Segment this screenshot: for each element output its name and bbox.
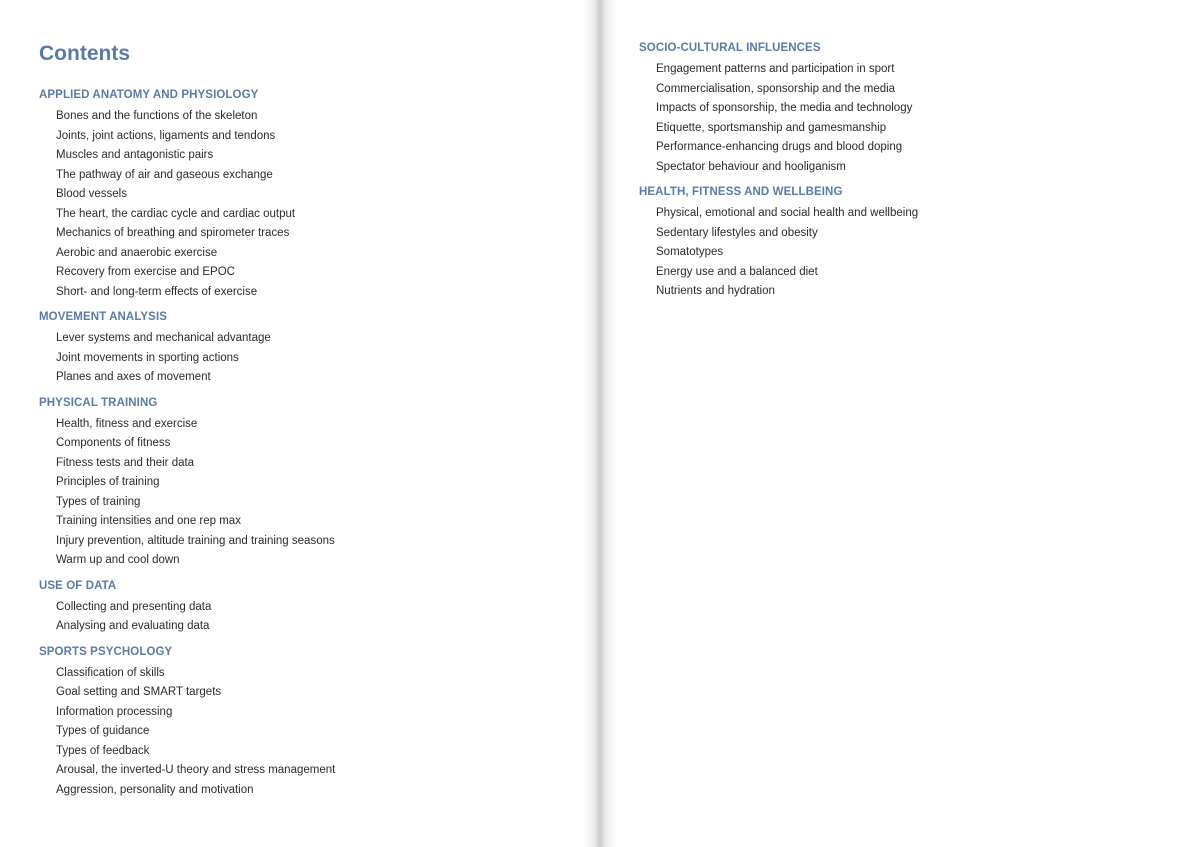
topic-entry: Physical, emotional and social health and wellbeing bbox=[656, 207, 919, 219]
contents-title: Contents bbox=[39, 42, 130, 65]
topic-entry: Information processing bbox=[56, 705, 173, 718]
topic-entry: Training intensities and one rep max bbox=[56, 515, 241, 527]
topic-entry: Types of training bbox=[56, 495, 141, 508]
topic-entry: Nutrients and hydration bbox=[656, 285, 775, 297]
topic-entry: Goal setting and SMART targets bbox=[56, 686, 222, 698]
topic-entry: Principles of training bbox=[56, 476, 160, 488]
section-heading: APPLIED ANATOMY AND PHYSIOLOGY bbox=[39, 89, 259, 101]
section-heading: HEALTH, FITNESS AND WELLBEING bbox=[639, 186, 843, 198]
section-movement-analysis bbox=[39, 310, 579, 388]
section-applied-anatomy-and-physiology bbox=[39, 88, 579, 302]
section-heading: SPORTS PSYCHOLOGY bbox=[39, 645, 173, 658]
topic-entry: Aerobic and anaerobic exercise bbox=[56, 246, 218, 259]
topic-entry: Sedentary lifestyles and obesity bbox=[656, 226, 818, 239]
right-contents-column bbox=[639, 41, 1179, 310]
topic-entry: Joints, joint actions, ligaments and tendons bbox=[56, 129, 276, 142]
section-heading: USE OF DATA bbox=[39, 579, 117, 592]
topic-entry: Injury prevention, altitude training and training seasons bbox=[56, 534, 335, 547]
section-use-of-data bbox=[39, 579, 579, 637]
section-heading: PHYSICAL TRAINING bbox=[39, 396, 158, 409]
section-physical-training bbox=[39, 396, 579, 571]
topic-entry: Health, fitness and exercise bbox=[56, 417, 198, 430]
topic-entry: The pathway of air and gaseous exchange bbox=[56, 168, 273, 181]
topic-entry: Bones and the functions of the skeleton bbox=[56, 110, 258, 122]
topic-entry: Collecting and presenting data bbox=[56, 600, 212, 613]
topic-entry: Analysing and evaluating data bbox=[56, 620, 210, 632]
topic-entry: Somatotypes bbox=[656, 246, 724, 258]
topic-entry: Etiquette, sportsmanship and gamesmanship bbox=[656, 121, 887, 134]
topic-entry: Aggression, personality and motivation bbox=[56, 783, 254, 796]
topic-entry: Short- and long-term effects of exercise bbox=[56, 285, 258, 298]
topic-entry: Blood vessels bbox=[56, 188, 127, 200]
topic-entry: Spectator behaviour and hooliganism bbox=[656, 160, 846, 173]
topic-entry: Muscles and antagonistic pairs bbox=[56, 149, 214, 161]
topic-list bbox=[639, 204, 1179, 302]
book-gutter-shadow bbox=[584, 0, 616, 847]
topic-entry: Performance-enhancing drugs and blood doping bbox=[656, 141, 903, 153]
topic-list bbox=[39, 664, 579, 801]
section-socio-cultural-influences bbox=[639, 41, 1179, 177]
topic-entry: Components of fitness bbox=[56, 437, 171, 449]
section-sports-psychology bbox=[39, 645, 579, 801]
topic-entry: Impacts of sponsorship, the media and technology bbox=[656, 102, 913, 114]
left-contents-column bbox=[39, 88, 579, 808]
topic-entry: Planes and axes of movement bbox=[56, 371, 211, 383]
topic-list bbox=[39, 107, 579, 302]
topic-list bbox=[639, 60, 1179, 177]
topic-entry: Recovery from exercise and EPOC bbox=[56, 266, 235, 278]
topic-entry: Types of guidance bbox=[56, 725, 150, 737]
topic-entry: Joint movements in sporting actions bbox=[56, 351, 239, 364]
topic-entry: Types of feedback bbox=[56, 744, 150, 757]
topic-entry: Mechanics of breathing and spirometer traces bbox=[56, 227, 290, 239]
topic-entry: Arousal, the inverted-U theory and stress management bbox=[56, 764, 336, 776]
topic-list bbox=[39, 598, 579, 637]
topic-entry: Commercialisation, sponsorship and the media bbox=[656, 82, 896, 95]
topic-list bbox=[39, 329, 579, 388]
topic-entry: The heart, the cardiac cycle and cardiac output bbox=[56, 207, 296, 220]
topic-entry: Fitness tests and their data bbox=[56, 456, 195, 469]
topic-entry: Energy use and a balanced diet bbox=[656, 265, 818, 278]
section-heading: SOCIO-CULTURAL INFLUENCES bbox=[639, 42, 821, 54]
topic-entry: Engagement patterns and participation in sport bbox=[656, 63, 895, 75]
topic-entry: Classification of skills bbox=[56, 666, 165, 679]
section-health-fitness-and-wellbeing bbox=[639, 185, 1179, 302]
topic-list bbox=[39, 415, 579, 571]
section-heading: MOVEMENT ANALYSIS bbox=[39, 311, 168, 323]
topic-entry: Warm up and cool down bbox=[56, 554, 180, 566]
topic-entry: Lever systems and mechanical advantage bbox=[56, 332, 271, 344]
